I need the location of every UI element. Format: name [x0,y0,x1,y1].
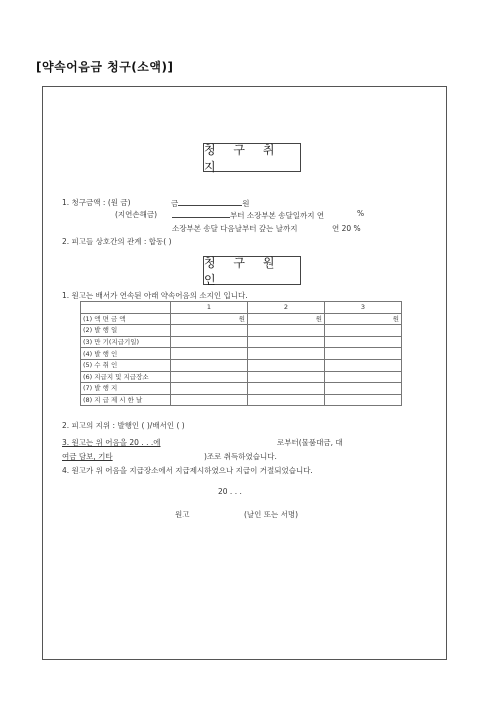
table-row [81,383,402,395]
table-cell [325,325,402,337]
table-cell [171,371,248,383]
row-label: (3) 만 기(지급기일) [81,336,171,348]
table-cell [248,325,325,337]
relation-line: 2. 피고들 상호간의 관계 : 합동( ) [62,237,172,246]
table-cell [248,359,325,371]
table-cell [248,394,325,406]
table-cell [325,359,402,371]
row-label: (1) 액 면 금 액 [81,313,171,325]
promissory-notes-table [80,301,402,406]
row-label: (5) 수 취 인 [81,359,171,371]
reason-line-2: 2. 피고의 지위 : 발행인 ( )/배서인 ( ) [62,421,185,430]
table-cell [248,383,325,395]
footer-seal: (날인 또는 서명) [244,510,299,519]
document-heading: [약속어음금 청구(소액)] [36,60,174,74]
table-row [81,394,402,406]
table-cell [325,336,402,348]
interest-line [172,209,324,221]
table-row [81,359,402,371]
reason-line-3a: 3. 원고는 위 어음을 20 . . .에 [62,438,161,447]
amount-cell: 원 [325,313,402,325]
interest-text-1: 부터 소장부본 송달일까지 연 [230,211,325,220]
table-cell [325,348,402,360]
row-label: (7) 발 행 지 [81,383,171,395]
footer-plaintiff: 원고 [175,510,190,519]
amount-cell: 원 [248,313,325,325]
amount-blank [178,197,242,206]
interest-rate-2: 연 20 % [332,224,361,233]
table-cell [325,394,402,406]
table-cell [248,348,325,360]
table-row [81,371,402,383]
row-label: (2) 발 행 일 [81,325,171,337]
reason-line-3b: 로부터(물품대금, 대 [277,438,343,447]
reason-intro: 1. 원고는 배서가 연속된 아래 약속어음의 소지인 입니다. [62,291,248,300]
claim-amount-line [171,197,250,209]
table-cell [171,359,248,371]
row-label: (8) 지 급 제 시 한 날 [81,394,171,406]
table-header-row [81,302,402,314]
claim-purpose-title: 청 구 취 지 [203,143,301,172]
table-cell [171,348,248,360]
footer-date: 20 . . . [218,487,242,496]
table-cell [248,371,325,383]
interest-label: (지연손해금) [115,210,158,219]
table-corner-cell [81,302,171,314]
table-cell [248,336,325,348]
claim-reason-title: 청 구 원 인 [203,256,301,285]
reason-line-3c: 여금 담보, 기타 [62,452,113,461]
table-row [81,325,402,337]
table-row [81,336,402,348]
table-row [81,313,402,325]
reason-line-3d: )조로 취득하였습니다. [204,452,277,461]
column-header: 2 [248,302,325,314]
amount-cell: 원 [171,313,248,325]
interest-date-blank [172,209,230,218]
table-cell [171,383,248,395]
table-cell [325,383,402,395]
row-label: (6) 지급지 및 지급장소 [81,371,171,383]
table-cell [325,371,402,383]
reason-line-4: 4. 원고가 위 어음을 지급장소에서 지급제시하였으나 지급이 거절되었습니다. [62,466,313,475]
column-header: 1 [171,302,248,314]
table-cell [171,325,248,337]
row-label: (4) 발 행 인 [81,348,171,360]
interest-pct: % [357,209,365,218]
table-cell [171,394,248,406]
column-header: 3 [325,302,402,314]
claim-amount-label: 1. 청구금액 : (원 금) [62,198,131,207]
amount-suffix: 원 [242,199,250,208]
amount-prefix: 금 [171,199,179,208]
interest-text-2: 소장부본 송달 다음날부터 갚는 날까지 [172,224,298,233]
table-row [81,348,402,360]
table-cell [171,336,248,348]
